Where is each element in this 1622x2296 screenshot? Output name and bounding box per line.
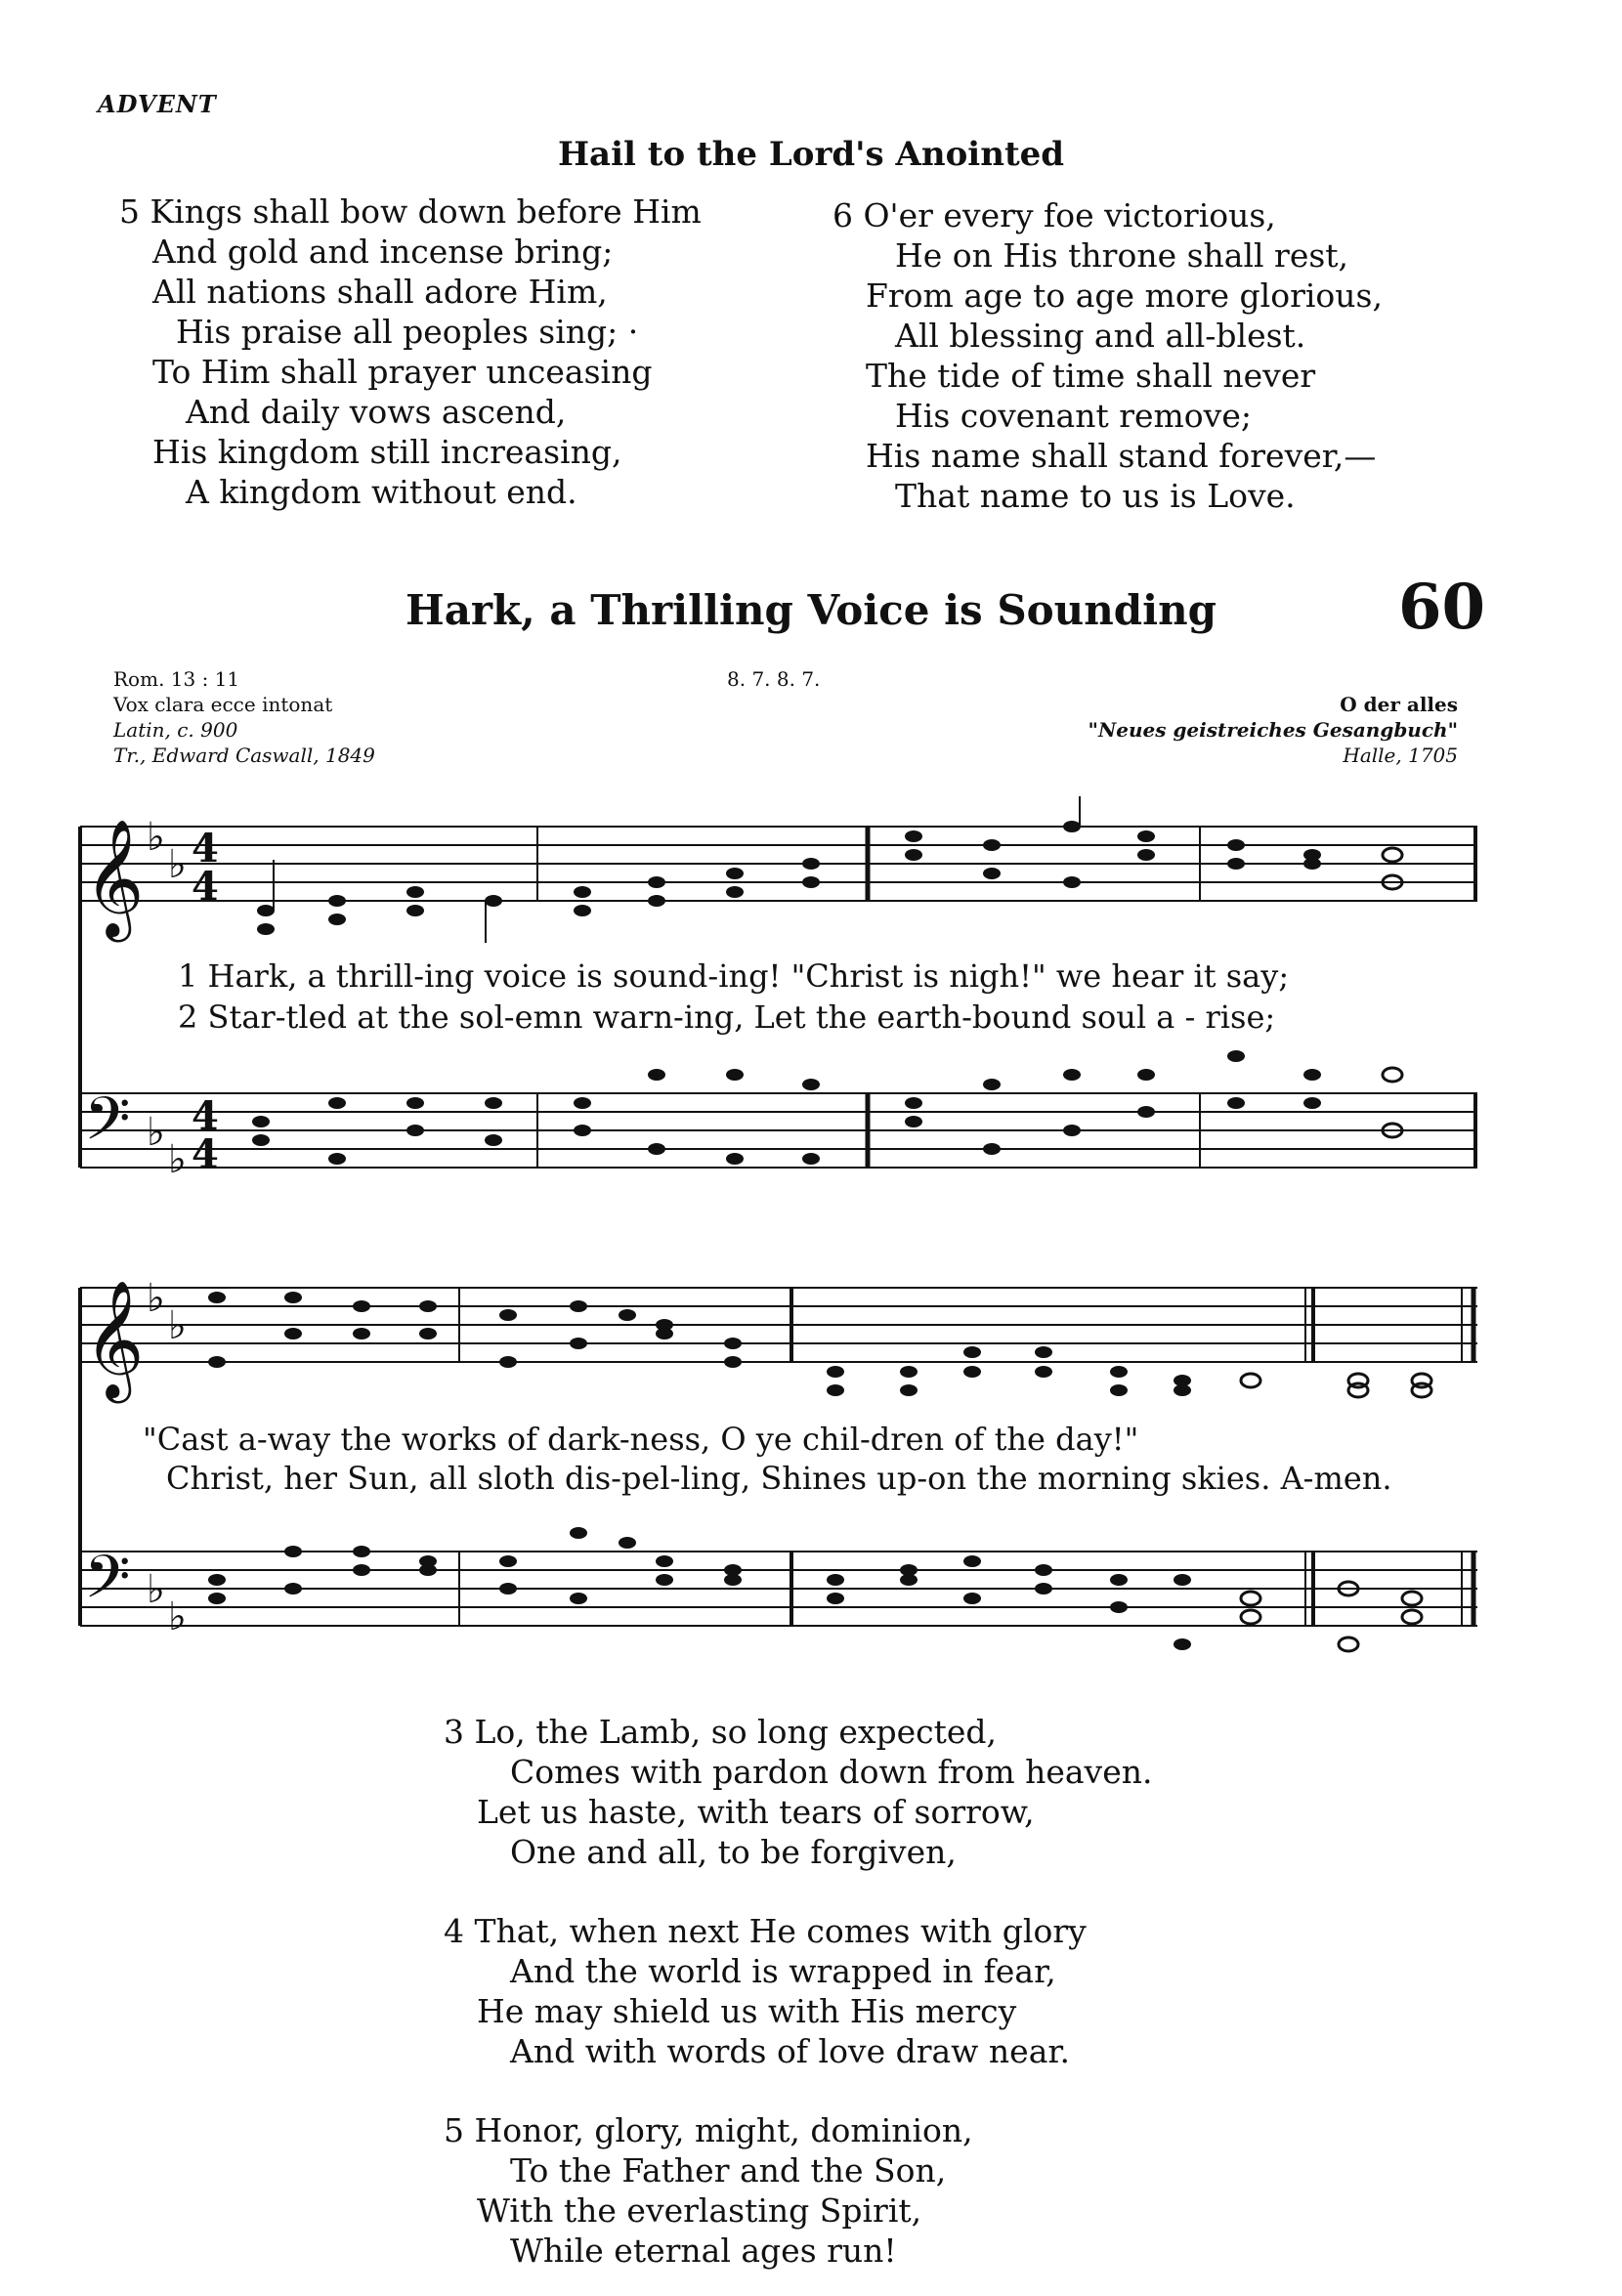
treble-clef-icon: 𝄞 [84,1279,145,1398]
scripture-ref: Rom. 13 : 11 [113,667,240,691]
hymn-meter: 8. 7. 8. 7. [727,667,821,691]
tune-source: "Neues geistreiches Gesangbuch" [1088,718,1458,742]
lyric-line-verse-1: "Cast a-way the works of dark-ness, O ye chil-dren of the day!" [143,1421,1139,1458]
treble-clef-icon: 𝄞 [84,818,145,937]
hymn-number: 60 [1397,571,1485,644]
verse-line: The tide of time shall never [866,357,1316,395]
treble-staff [80,827,1477,901]
verse-line: His name shall stand forever,— [866,437,1377,475]
verse-line: With the everlasting Spirit, [477,2191,922,2230]
treble-notes-system-1 [257,796,1402,943]
verse-line: All nations shall adore Him, [152,273,608,311]
verse-line: His praise all peoples sing; · [176,313,639,351]
stanza-4 [444,1911,1087,2071]
text-date: Latin, c. 900 [113,718,238,742]
key-signature-flats [147,815,187,1639]
svg-text:♭: ♭ [168,1594,187,1639]
svg-text:♭: ♭ [168,1137,187,1182]
svg-text:♭: ♭ [147,1110,165,1155]
verse-line: 3 Lo, the Lamb, so long expected, [444,1713,998,1751]
verse-line: A kingdom without end. [186,473,577,511]
verse-line: To Him shall prayer unceasing [152,353,653,391]
verse-line: All blessing and all-blest. [895,317,1306,355]
lyric-line-verse-2: 2 Star-tled at the sol-emn warn-ing, Let the earth-bound soul a - rise; [178,999,1276,1036]
verse-line: And the world is wrapped in fear, [510,1952,1056,1990]
bass-staff [80,1552,1477,1626]
bass-staff [80,1093,1477,1168]
treble-staff [80,1288,1477,1362]
svg-text:4: 4 [192,864,219,910]
svg-text:♭: ♭ [168,1303,187,1348]
verse-line: Comes with pardon down from heaven. [510,1753,1153,1791]
verse-line: Let us haste, with tears of sorrow, [477,1793,1035,1831]
bass-clef-icon: 𝄢 [84,1084,131,1169]
verse-line: One and all, to be forgiven, [510,1833,957,1871]
treble-notes-system-2 [208,1292,1431,1397]
verse-line: 6 O'er every foe victorious, [832,196,1276,234]
verse-line: From age to age more glorious, [866,276,1383,315]
bass-clef-icon: 𝄢 [84,1543,131,1627]
prev-stanza-5 [119,191,702,512]
previous-hymn-title: Hail to the Lord's Anointed [557,135,1065,174]
verse-line: His covenant remove; [895,397,1252,435]
svg-text:♭: ♭ [147,815,165,860]
translator: Tr., Edward Caswall, 1849 [113,744,375,767]
verse-line: 5 Honor, glory, might, dominion, [444,2111,973,2149]
verse-line: That name to us is Love. [895,477,1296,515]
hymn-title: Hark, a Thrilling Voice is Sounding [406,586,1216,634]
section-tag: ADVENT [98,90,217,118]
bass-notes-system-1 [252,1050,1402,1165]
barlines [537,827,1475,1168]
verse-line: And daily vows ascend, [186,393,567,431]
svg-text:♭: ♭ [147,1276,165,1321]
svg-text:4: 4 [192,1131,219,1177]
hymn-credits-left [113,666,375,768]
stanza-5 [444,2110,973,2271]
lyric-line-verse-2: Christ, her Sun, all sloth dis-pel-ling, Shines up-on the morning skies. A-men. [166,1460,1392,1497]
svg-text:4: 4 [192,1093,219,1139]
svg-text:4: 4 [192,826,219,872]
verse-line: 4 That, when next He comes with glory [444,1912,1087,1950]
lyric-line-verse-1: 1 Hark, a thrill-ing voice is sound-ing! "Christ is nigh!" we hear it say; [178,957,1290,995]
hymn-credits-right [1088,692,1458,768]
stanza-3 [444,1712,1152,1872]
prev-stanza-6 [832,195,1383,516]
tune-date: Halle, 1705 [1343,744,1458,767]
verse-line: He on His throne shall rest, [895,236,1349,275]
verse-line: And gold and incense bring; [152,233,614,271]
verse-line: His kingdom still increasing, [152,433,622,471]
tune-name: O der alles [1340,693,1458,716]
verse-line: He may shield us with His mercy [477,1992,1017,2030]
bass-notes-system-2 [208,1527,1422,1651]
verse-line: While eternal ages run! [510,2232,897,2270]
verse-line: To the Father and the Son, [510,2151,947,2190]
svg-text:♭: ♭ [147,1567,165,1612]
text-source: Vox clara ecce intonat [113,693,333,716]
svg-text:♭: ♭ [168,842,187,887]
verse-line: 5 Kings shall bow down before Him [119,192,702,231]
verse-line: And with words of love draw near. [510,2032,1071,2070]
